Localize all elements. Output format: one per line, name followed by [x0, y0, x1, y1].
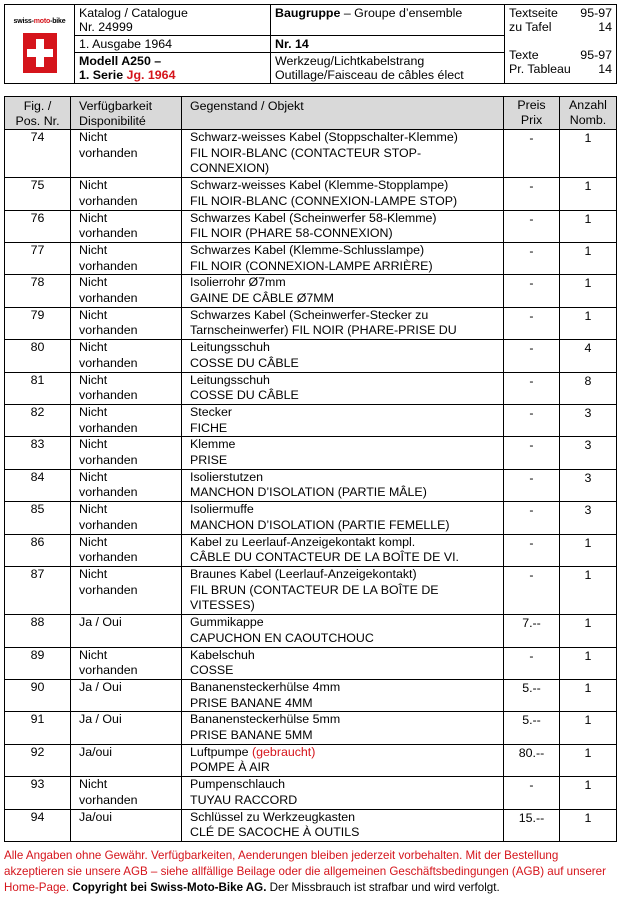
- object-text: Schwarzes Kabel (Scheinwerfer 58-Klemme): [190, 210, 437, 225]
- object-text: GAINE DE CÂBLE Ø7MM: [190, 291, 334, 306]
- price-cell: -: [504, 566, 560, 614]
- price-cell: -: [504, 437, 560, 469]
- availability-text: Nicht: [79, 566, 108, 581]
- availability-cell: [71, 615, 182, 647]
- availability-cell: [71, 566, 182, 614]
- price-cell: -: [504, 130, 560, 178]
- quantity-cell: 3: [560, 437, 617, 469]
- object-description: [182, 534, 504, 566]
- quantity-cell: 3: [560, 404, 617, 436]
- availability-text: vorhanden: [79, 388, 138, 403]
- object-text: CONNEXION): [190, 161, 270, 176]
- table-row: [5, 534, 617, 566]
- availability-text: Nicht: [79, 372, 108, 387]
- availability-text: Ja / Oui: [79, 679, 122, 694]
- price-cell: -: [504, 469, 560, 501]
- availability-text: vorhanden: [79, 792, 138, 807]
- object-text: Leitungsschuh: [190, 372, 270, 387]
- position-number: 87: [5, 566, 71, 614]
- object-text: VITESSES): [190, 598, 255, 613]
- position-number: 82: [5, 404, 71, 436]
- position-number: 94: [5, 809, 71, 841]
- availability-text: vorhanden: [79, 453, 138, 468]
- object-description: [182, 372, 504, 404]
- availability-text: vorhanden: [79, 291, 138, 306]
- price-cell: -: [504, 242, 560, 274]
- position-number: 90: [5, 679, 71, 711]
- column-header-quantity: Anzahl Nomb.: [560, 97, 617, 130]
- position-number: 76: [5, 210, 71, 242]
- quantity-cell: 1: [560, 647, 617, 679]
- object-text: Braunes Kabel (Leerlauf-Anzeigekontakt): [190, 566, 417, 581]
- quantity-cell: 1: [560, 777, 617, 809]
- object-description: [182, 502, 504, 534]
- availability-text: Nicht: [79, 275, 108, 290]
- table-row: [5, 340, 617, 372]
- position-number: 75: [5, 178, 71, 210]
- quantity-cell: 1: [560, 744, 617, 776]
- quantity-cell: 4: [560, 340, 617, 372]
- table-row: [5, 679, 617, 711]
- availability-text: vorhanden: [79, 582, 138, 597]
- object-description: [182, 437, 504, 469]
- position-number: 91: [5, 712, 71, 744]
- availability-text: Nicht: [79, 469, 108, 484]
- position-number: 86: [5, 534, 71, 566]
- table-row: [5, 275, 617, 307]
- price-cell: 5.--: [504, 712, 560, 744]
- object-text: Leitungsschuh: [190, 340, 270, 355]
- availability-cell: [71, 777, 182, 809]
- quantity-cell: 1: [560, 566, 617, 614]
- quantity-cell: 8: [560, 372, 617, 404]
- availability-text: Nicht: [79, 777, 108, 792]
- table-row: [5, 130, 617, 178]
- table-row: [5, 777, 617, 809]
- price-cell: -: [504, 502, 560, 534]
- object-description: [182, 712, 504, 744]
- object-text: TUYAU RACCORD: [190, 792, 298, 807]
- object-text: Isolierstutzen: [190, 469, 264, 484]
- table-row: [5, 502, 617, 534]
- availability-text: Nicht: [79, 534, 108, 549]
- table-row: [5, 744, 617, 776]
- table-row: [5, 372, 617, 404]
- availability-text: vorhanden: [79, 485, 138, 500]
- table-row: [5, 404, 617, 436]
- object-text: FIL NOIR (PHARE 58-CONNEXION): [190, 226, 393, 241]
- group-title-cell: Baugruppe – Groupe d’ensemble: [271, 5, 505, 36]
- object-text: COSSE DU CÂBLE: [190, 355, 299, 370]
- position-number: 88: [5, 615, 71, 647]
- table-row: [5, 469, 617, 501]
- availability-cell: [71, 469, 182, 501]
- availability-cell: [71, 647, 182, 679]
- position-number: 92: [5, 744, 71, 776]
- logo-wordmark: swiss-moto-bike: [13, 18, 66, 25]
- object-text: POMPE À AIR: [190, 760, 270, 775]
- position-number: 81: [5, 372, 71, 404]
- availability-text: Nicht: [79, 437, 108, 452]
- column-header-availability: Verfügbarkeit Disponibilité: [71, 97, 182, 130]
- column-header-position: Fig. / Pos. Nr.: [5, 97, 71, 130]
- column-header-object: Gegenstand / Objekt: [182, 97, 504, 130]
- table-header-row: [5, 97, 617, 130]
- object-text: PRISE BANANE 5MM: [190, 728, 313, 743]
- company-logo: [5, 5, 75, 84]
- table-row: [5, 242, 617, 274]
- availability-cell: [71, 712, 182, 744]
- position-number: 74: [5, 130, 71, 178]
- object-text: FIL NOIR-BLANC (CONTACTEUR STOP-: [190, 145, 422, 160]
- availability-cell: [71, 502, 182, 534]
- availability-text: vorhanden: [79, 663, 138, 678]
- price-cell: -: [504, 777, 560, 809]
- condition-note: (gebraucht): [252, 744, 316, 759]
- column-header-price: Preis Prix: [504, 97, 560, 130]
- position-number: 78: [5, 275, 71, 307]
- availability-text: vorhanden: [79, 145, 138, 160]
- availability-cell: [71, 534, 182, 566]
- availability-text: Nicht: [79, 178, 108, 193]
- object-description: [182, 275, 504, 307]
- object-text: Tarnscheinwerfer) FIL NOIR (PHARE-PRISE DU: [190, 323, 457, 338]
- price-cell: 80.--: [504, 744, 560, 776]
- availability-text: Nicht: [79, 647, 108, 662]
- availability-cell: [71, 679, 182, 711]
- availability-text: vorhanden: [79, 323, 138, 338]
- availability-cell: [71, 437, 182, 469]
- quantity-cell: 1: [560, 242, 617, 274]
- availability-text: Ja/oui: [79, 744, 113, 759]
- object-text: FIL NOIR (CONNEXION-LAMPE ARRIÈRE): [190, 258, 433, 273]
- object-description: [182, 210, 504, 242]
- object-description: [182, 809, 504, 841]
- object-text: COSSE DU CÂBLE: [190, 388, 299, 403]
- price-cell: 5.--: [504, 679, 560, 711]
- object-text: COSSE: [190, 663, 234, 678]
- quantity-cell: 1: [560, 679, 617, 711]
- price-cell: 7.--: [504, 615, 560, 647]
- object-text: CAPUCHON EN CAOUTCHOUC: [190, 630, 374, 645]
- position-number: 93: [5, 777, 71, 809]
- group-name-cell: Werkzeug/Lichtkabelstrang Outillage/Faisceau de câbles élect: [271, 53, 505, 84]
- position-number: 83: [5, 437, 71, 469]
- table-row: [5, 210, 617, 242]
- price-cell: -: [504, 534, 560, 566]
- price-cell: -: [504, 275, 560, 307]
- availability-cell: [71, 372, 182, 404]
- object-text: Pumpenschlauch: [190, 777, 286, 792]
- position-number: 77: [5, 242, 71, 274]
- object-description: [182, 178, 504, 210]
- price-cell: 15.--: [504, 809, 560, 841]
- availability-text: vorhanden: [79, 550, 138, 565]
- object-text: CÂBLE DU CONTACTEUR DE LA BOÎTE DE VI.: [190, 550, 459, 565]
- quantity-cell: 1: [560, 615, 617, 647]
- price-cell: -: [504, 372, 560, 404]
- availability-cell: [71, 809, 182, 841]
- object-text: CLÉ DE SACOCHE À OUTILS: [190, 825, 360, 840]
- quantity-cell: 1: [560, 307, 617, 339]
- availability-text: Nicht: [79, 404, 108, 419]
- availability-cell: [71, 340, 182, 372]
- object-description: [182, 307, 504, 339]
- table-row: [5, 566, 617, 614]
- price-cell: -: [504, 178, 560, 210]
- quantity-cell: 1: [560, 534, 617, 566]
- object-text: Kabel zu Leerlauf-Anzeigekontakt kompl.: [190, 534, 416, 549]
- quantity-cell: 1: [560, 712, 617, 744]
- object-text: Klemme: [190, 437, 236, 452]
- object-text: Bananensteckerhülse 5mm: [190, 712, 341, 727]
- availability-text: Nicht: [79, 502, 108, 517]
- object-text: Gummikappe: [190, 615, 264, 630]
- object-description: [182, 615, 504, 647]
- page-reference-cell: Textseite 95-97 zu Tafel 14 Texte 95-97 Pr. Tableau 14: [505, 5, 617, 84]
- availability-cell: [71, 404, 182, 436]
- price-cell: -: [504, 340, 560, 372]
- availability-text: Ja / Oui: [79, 615, 122, 630]
- object-description: [182, 340, 504, 372]
- quantity-cell: 3: [560, 469, 617, 501]
- object-description: [182, 647, 504, 679]
- disclaimer-footer: Alle Angaben ohne Gewähr. Verfügbarkeiten, Aenderungen bleiben jederzeit vorbehalten. Mit der Bestellung akzeptieren sie unsere AGB – siehe allfällige Beilage oder die allgemeinen Geschäftsbedingungen (AGB) auf unserer Home-Page. Copyright bei Swiss-Moto-Bike AG. Der Missbrauch ist strafbar und wird verfolgt.: [4, 849, 606, 894]
- availability-text: Nicht: [79, 242, 108, 257]
- object-text: FIL BRUN (CONTACTEUR DE LA BOÎTE DE: [190, 582, 439, 597]
- object-description: [182, 404, 504, 436]
- object-description: [182, 679, 504, 711]
- object-text: Isolierrohr Ø7mm: [190, 275, 286, 290]
- object-text: PRISE BANANE 4MM: [190, 695, 313, 710]
- position-number: 85: [5, 502, 71, 534]
- position-number: 89: [5, 647, 71, 679]
- availability-text: vorhanden: [79, 355, 138, 370]
- table-row: [5, 437, 617, 469]
- object-text: FICHE: [190, 420, 228, 435]
- quantity-cell: 1: [560, 178, 617, 210]
- swiss-cross-icon: [23, 33, 57, 73]
- availability-text: Nicht: [79, 130, 108, 144]
- table-row: [5, 647, 617, 679]
- quantity-cell: 1: [560, 809, 617, 841]
- availability-cell: [71, 130, 182, 178]
- object-description: [182, 777, 504, 809]
- object-text: Luftpumpe: [190, 744, 249, 759]
- object-text: Schwarzes Kabel (Scheinwerfer-Stecker zu: [190, 307, 429, 322]
- availability-text: vorhanden: [79, 193, 138, 208]
- availability-text: Nicht: [79, 307, 108, 322]
- price-cell: -: [504, 404, 560, 436]
- availability-text: vorhanden: [79, 420, 138, 435]
- price-cell: -: [504, 210, 560, 242]
- model-cell: Modell A250 – 1. Serie Jg. 1964: [75, 53, 271, 84]
- availability-cell: [71, 242, 182, 274]
- table-row: [5, 809, 617, 841]
- availability-cell: [71, 178, 182, 210]
- catalog-header: [4, 4, 617, 84]
- availability-text: Ja/oui: [79, 809, 113, 824]
- position-number: 84: [5, 469, 71, 501]
- object-description: [182, 744, 504, 776]
- edition-cell: 1. Ausgabe 1964: [75, 36, 271, 53]
- object-text: MANCHON D’ISOLATION (PARTIE MÂLE): [190, 485, 427, 500]
- position-number: 80: [5, 340, 71, 372]
- object-text: Isoliermuffe: [190, 502, 254, 517]
- availability-cell: [71, 744, 182, 776]
- object-text: Stecker: [190, 404, 233, 419]
- position-number: 79: [5, 307, 71, 339]
- availability-cell: [71, 307, 182, 339]
- quantity-cell: 1: [560, 275, 617, 307]
- group-number-cell: Nr. 14: [271, 36, 505, 53]
- quantity-cell: 3: [560, 502, 617, 534]
- object-text: Schlüssel zu Werkzeugkasten: [190, 809, 356, 824]
- object-text: Schwarz-weisses Kabel (Klemme-Stopplampe): [190, 178, 449, 193]
- price-cell: -: [504, 647, 560, 679]
- table-row: [5, 307, 617, 339]
- object-description: [182, 242, 504, 274]
- price-cell: -: [504, 307, 560, 339]
- table-row: [5, 615, 617, 647]
- availability-cell: [71, 210, 182, 242]
- object-description: [182, 130, 504, 178]
- object-description: [182, 469, 504, 501]
- object-text: Schwarz-weisses Kabel (Stoppschalter-Klemme): [190, 130, 458, 144]
- object-text: PRISE: [190, 453, 228, 468]
- object-description: [182, 566, 504, 614]
- object-text: FIL NOIR-BLANC (CONNEXION-LAMPE STOP): [190, 193, 458, 208]
- object-text: Kabelschuh: [190, 647, 255, 662]
- object-text: MANCHON D’ISOLATION (PARTIE FEMELLE): [190, 517, 450, 532]
- availability-text: vorhanden: [79, 258, 138, 273]
- quantity-cell: 1: [560, 130, 617, 178]
- quantity-cell: 1: [560, 210, 617, 242]
- availability-text: Ja / Oui: [79, 712, 122, 727]
- availability-text: Nicht: [79, 210, 108, 225]
- table-row: [5, 712, 617, 744]
- availability-text: Nicht: [79, 340, 108, 355]
- parts-table: [4, 96, 617, 842]
- availability-cell: [71, 275, 182, 307]
- table-row: [5, 178, 617, 210]
- availability-text: vorhanden: [79, 517, 138, 532]
- object-text: Schwarzes Kabel (Klemme-Schlusslampe): [190, 242, 425, 257]
- object-text: Bananensteckerhülse 4mm: [190, 679, 341, 694]
- availability-text: vorhanden: [79, 226, 138, 241]
- catalog-number-cell: Katalog / Catalogue Nr. 24999: [75, 5, 271, 36]
